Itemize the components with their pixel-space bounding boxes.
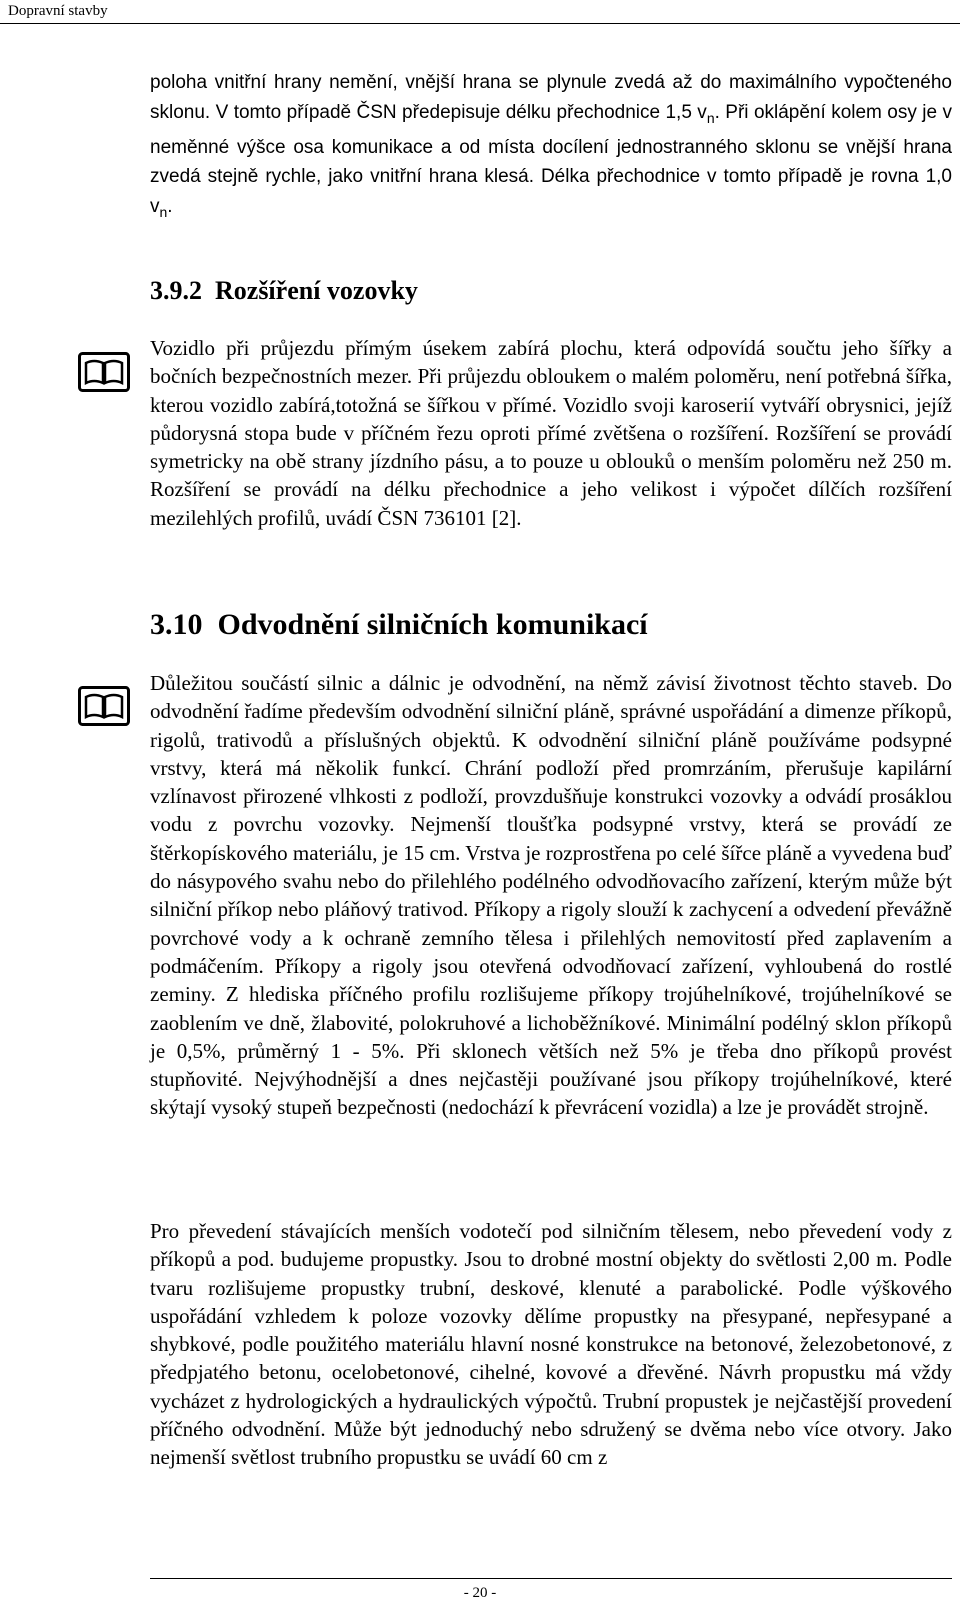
page-number: - 20 - xyxy=(463,1585,497,1601)
section-number: 3.10 xyxy=(150,608,203,641)
page-header xyxy=(0,0,960,26)
section-number: 3.9.2 xyxy=(150,276,202,305)
section-title: Rozšíření vozovky xyxy=(215,276,418,305)
section-heading-3-10 xyxy=(150,608,648,642)
section-3-9-2-body: Vozidlo při průjezdu přímým úsekem zabírá plochu, která odpovídá součtu jeho šířky a bočních bezpečnostních mezer. Při průjezdu obloukem o malém poloměru, není potřebná šířka, kterou vozidlo zabírá,totožná se šířkou v přímé. Vozidlo svoji karoserií vytváří obrysnici, jejíž půdorysná stopa bude v příčném řezu oproti přímé zvětšena o rozšíření. Rozšíření se provádí symetricky na obě strany jízdního pásu, a to pouze u oblouků o menším poloměru než 250 m. Rozšíření se provádí na délku přechodnice a jeho velikost i výpočet dílčích rozšíření mezilehlých profilů, uvádí ČSN 736101 [2]. xyxy=(150,336,952,530)
header-title: Dopravní stavby xyxy=(8,3,108,19)
section-heading-3-9-2 xyxy=(150,276,418,306)
section-3-10-paragraph-2: Pro převedení stávajících menších vodotečí pod silničním tělesem, nebo převedení vody z příkopů a pod. budujeme propustky. Jsou to drobné mostní objekty do světlosti 2,00 m. Podle tvaru rozlišujeme propustky trubní, deskové, klenuté a parabolické. Podle výškového uspořádání vzhledem k poloze vozovky dělíme propustky na přesypané, nepřesypané a shybkové, podle použitého materiálu hlavní nosné konstrukce na betonové, železobetonové, z předpjatého betonu, ocelobetonové, cihelné, kovové a dřevěné. Návrh propustku má vždy vycházet z hydrologických a hydraulických výpočtů. Trubní propustek je nejčastější provedení příčného odvodnění. Může být jednoduchý nebo sdružený se dvěma nebo více otvory. Jako nejmenší světlost trubního propustku se uvádí 60 cm z xyxy=(150,1219,952,1470)
footer-rule xyxy=(150,1578,952,1579)
intro-text-1: poloha vnitřní hrany nemění, vnější hrana se plynule zvedá až do maximálního vypočteného sklonu. V tomto případě ČSN předepisuje délku přechodnice 1,5 v xyxy=(150,72,952,123)
intro-subscript-2: n xyxy=(159,203,168,220)
intro-text-3: . xyxy=(167,195,173,217)
intro-subscript-1: n xyxy=(706,109,715,126)
intro-paragraph xyxy=(150,68,952,227)
book-icon xyxy=(78,686,130,726)
book-icon xyxy=(78,352,130,392)
section-3-10-paragraph-1: Důležitou součástí silnic a dálnic je odvodnění, na němž závisí životnost těchto staveb. Do odvodnění řadíme především odvodnění silniční pláně, správné uspořádání a dimenze příkopů, rigolů, trativodů a příslušných objektů. K odvodnění silniční pláně používáme podsypné vrstvy, která má několik funkcí. Chrání podloží před promrzáním, přerušuje kapilární vzlínavost přirozené vlhkosti z podloží, provzdušňuje konstrukci vozovky a odvádí prosáklou vodu z povrchu vozovky. Nejmenší tloušťka podsypné vrstvy, která se provádí ze štěrkopískového materiálu, je 15 cm. Vrstva je rozprostřena po celé šířce pláně a vyvedena buď do násypového svahu nebo do přilehlého podélného odvodňovacího zařízení, kterým může být silniční příkop nebo pláňový trativod. Příkopy a rigoly slouží k zachycení a odvedení převážně povrchové vody a k ochraně zemního tělesa i přilehlých nemovitostí před zaplavením a podmáčením. Příkopy a rigoly jsou otevřená odvodňovací zařízení, vyhloubená do rostlé zeminy. Z hlediska příčného profilu rozlišujeme příkopy trojúhelníkové, trojúhelníkové se zaoblením ve dně, žlabovité, polokruhové a lichoběžníkové. Minimální podélný sklon příkopů je 0,5%, průměrný 1 - 5%. Při sklonech větších než 5% je třeba dno příkopů provést stupňovité. Nejvýhodnější a dnes nejčastěji používané jsou příkopy trojúhelníkové, které skýtají vysoký stupeň bezpečnosti (nedochází k převrácení vozidla) a lze je provádět strojně. xyxy=(150,671,952,1120)
header-rule xyxy=(0,23,960,24)
intro-text-2: . Při oklápění kolem osy je v neměnné výšce osa komunikace a od místa docílení jednostranného sklonu se vnější hrana zvedá stejně rychle, jako vnitřní hrana klesá. Délka přechodnice v tomto případě je rovna 1,0 v xyxy=(150,101,952,217)
section-title: Odvodnění silničních komunikací xyxy=(217,608,648,641)
